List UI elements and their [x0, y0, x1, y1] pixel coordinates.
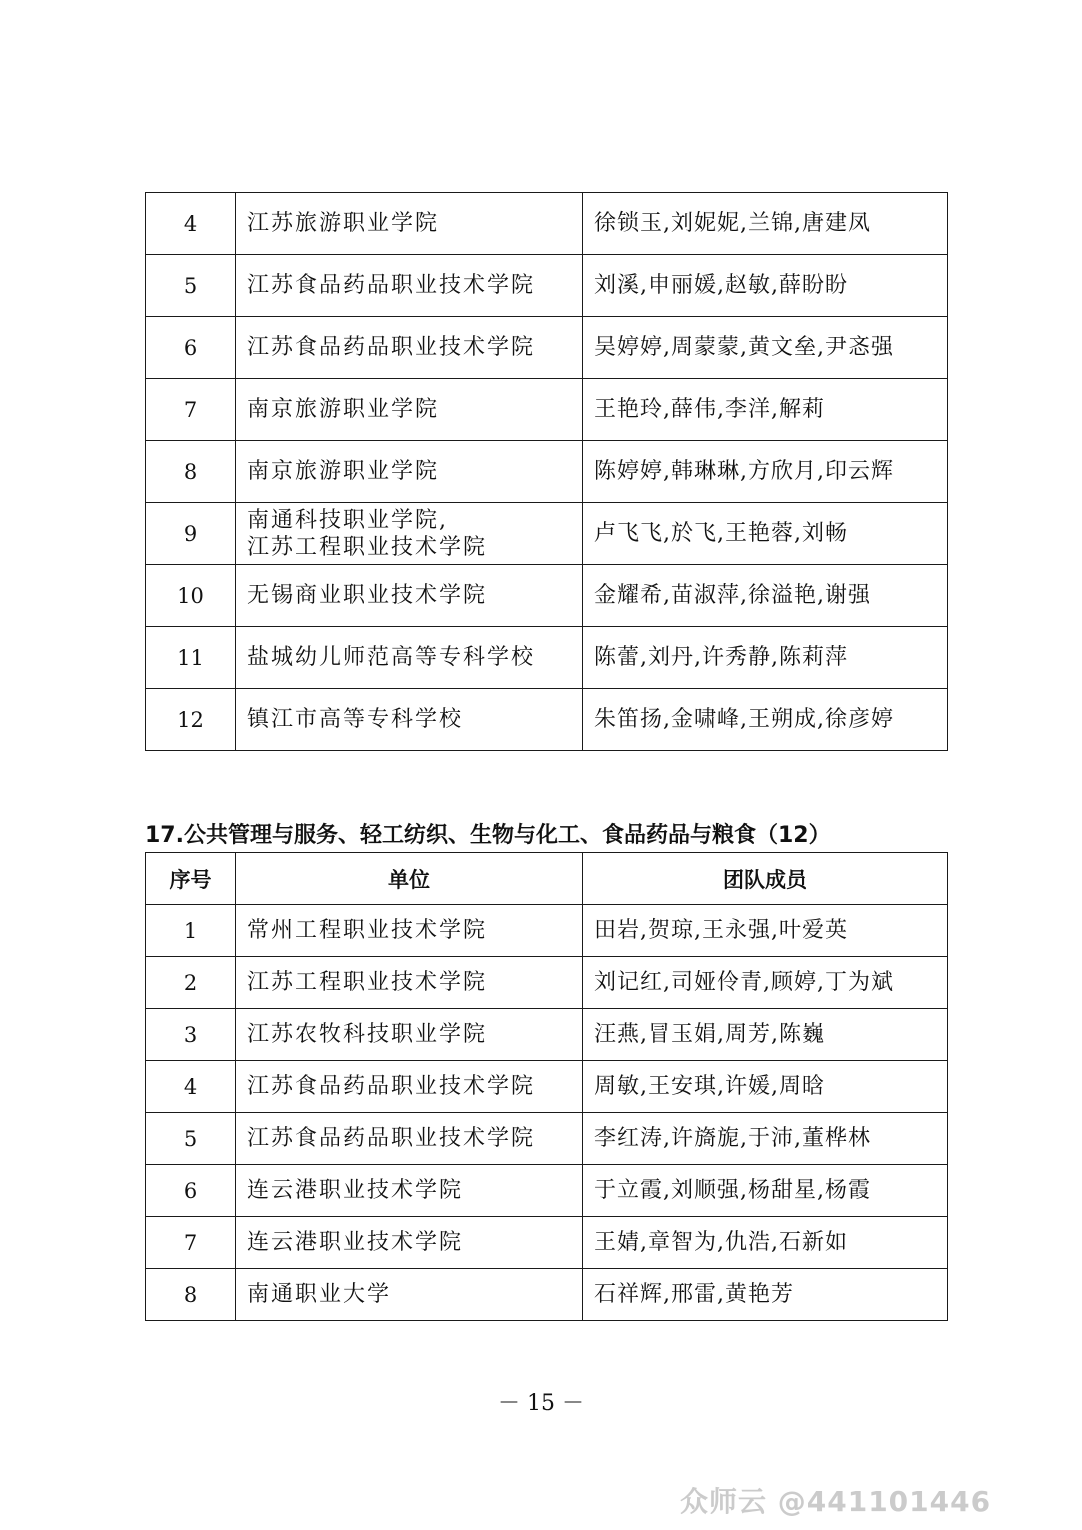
row-number: 6	[146, 317, 236, 379]
team-members: 汪燕,冒玉娟,周芳,陈巍	[583, 1009, 948, 1061]
table-header-row	[146, 853, 948, 905]
team-table-section-17	[145, 852, 948, 1321]
watermark: 众师云 @441101446	[680, 1485, 992, 1518]
team-members: 刘溪,申丽媛,赵敏,薛盼盼	[583, 255, 948, 317]
team-members: 王艳玲,薛伟,李洋,解莉	[583, 379, 948, 441]
row-number: 9	[146, 503, 236, 565]
section-title: 17.公共管理与服务、轻工纺织、生物与化工、食品药品与粮食（12）	[145, 823, 831, 848]
unit-name: 江苏食品药品职业技术学院	[236, 1113, 583, 1165]
row-number: 8	[146, 441, 236, 503]
team-members: 吴婷婷,周蒙蒙,黄文垒,尹忞强	[583, 317, 948, 379]
table-row	[146, 1217, 948, 1269]
row-number: 1	[146, 905, 236, 957]
team-members: 于立霞,刘顺强,杨甜星,杨霞	[583, 1165, 948, 1217]
table-row	[146, 317, 948, 379]
unit-name-line: 江苏工程职业技术学院	[247, 534, 488, 560]
unit-name: 连云港职业技术学院	[236, 1217, 583, 1269]
table-row	[146, 1113, 948, 1165]
team-members: 李红涛,许旖旎,于沛,董桦林	[583, 1113, 948, 1165]
row-number: 2	[146, 957, 236, 1009]
unit-name: 江苏食品药品职业技术学院	[236, 317, 583, 379]
team-members: 陈婷婷,韩琳琳,方欣月,印云辉	[583, 441, 948, 503]
row-number: 4	[146, 1061, 236, 1113]
team-members: 刘记红,司娅伶青,顾婷,丁为斌	[583, 957, 948, 1009]
row-number: 3	[146, 1009, 236, 1061]
table-row	[146, 1061, 948, 1113]
team-members: 朱笛扬,金啸峰,王朔成,徐彦婷	[583, 689, 948, 751]
table-row	[146, 689, 948, 751]
row-number: 5	[146, 1113, 236, 1165]
table-row	[146, 565, 948, 627]
unit-name: 盐城幼儿师范高等专科学校	[236, 627, 583, 689]
table-row	[146, 255, 948, 317]
table-row	[146, 441, 948, 503]
unit-name: 江苏农牧科技职业学院	[236, 1009, 583, 1061]
table-row	[146, 379, 948, 441]
header-members: 团队成员	[583, 853, 948, 905]
team-members: 石祥辉,邢雷,黄艳芳	[583, 1269, 948, 1321]
table-row	[146, 905, 948, 957]
page-number: － 15 －	[498, 1391, 584, 1416]
row-number: 4	[146, 193, 236, 255]
team-members: 陈蕾,刘丹,许秀静,陈莉萍	[583, 627, 948, 689]
table-row	[146, 1009, 948, 1061]
team-members: 徐锁玉,刘妮妮,兰锦,唐建凤	[583, 193, 948, 255]
unit-name: 江苏工程职业技术学院	[236, 957, 583, 1009]
row-number: 10	[146, 565, 236, 627]
unit-name: 江苏食品药品职业技术学院	[236, 255, 583, 317]
unit-name: 镇江市高等专科学校	[236, 689, 583, 751]
table-row	[146, 1165, 948, 1217]
team-members: 卢飞飞,於飞,王艳蓉,刘畅	[583, 503, 948, 565]
row-number: 7	[146, 379, 236, 441]
team-members: 王婧,章智为,仇浩,石新如	[583, 1217, 948, 1269]
table-row	[146, 957, 948, 1009]
table-row	[146, 193, 948, 255]
row-number: 6	[146, 1165, 236, 1217]
row-number: 5	[146, 255, 236, 317]
team-members: 田岩,贺琼,王永强,叶爱英	[583, 905, 948, 957]
unit-name: 江苏旅游职业学院	[236, 193, 583, 255]
table-row	[146, 1269, 948, 1321]
table-row	[146, 627, 948, 689]
unit-name	[236, 503, 583, 565]
unit-name: 常州工程职业技术学院	[236, 905, 583, 957]
unit-name: 江苏食品药品职业技术学院	[236, 1061, 583, 1113]
row-number: 8	[146, 1269, 236, 1321]
header-unit: 单位	[236, 853, 583, 905]
team-members: 金耀希,苗淑萍,徐溢艳,谢强	[583, 565, 948, 627]
table-row	[146, 503, 948, 565]
unit-name-line: 南通科技职业学院,	[247, 507, 448, 533]
unit-name: 南京旅游职业学院	[236, 441, 583, 503]
row-number: 11	[146, 627, 236, 689]
team-table-continued	[145, 192, 948, 751]
row-number: 7	[146, 1217, 236, 1269]
unit-name: 南京旅游职业学院	[236, 379, 583, 441]
unit-name: 无锡商业职业技术学院	[236, 565, 583, 627]
unit-name: 连云港职业技术学院	[236, 1165, 583, 1217]
header-number: 序号	[146, 853, 236, 905]
unit-name: 南通职业大学	[236, 1269, 583, 1321]
team-members: 周敏,王安琪,许媛,周晗	[583, 1061, 948, 1113]
row-number: 12	[146, 689, 236, 751]
